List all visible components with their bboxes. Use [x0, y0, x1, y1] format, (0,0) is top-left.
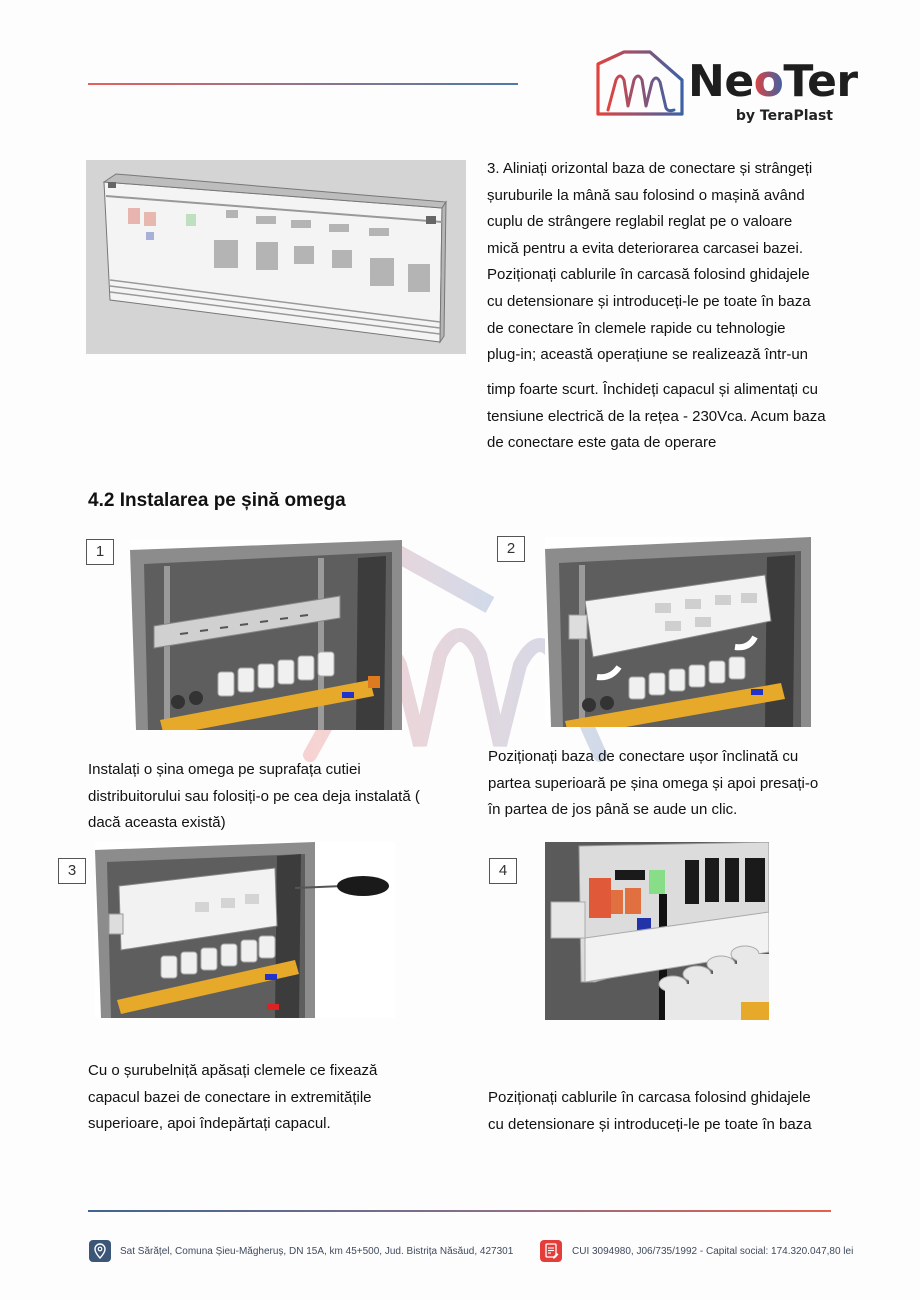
step-4-number: 4: [489, 858, 517, 884]
location-pin-icon: [89, 1240, 111, 1262]
footer-company-info: CUI 3094980, J06/735/1992 - Capital social: 174.320.047,80 lei: [572, 1246, 854, 1257]
step-4-image: [545, 842, 769, 1020]
step-3-text: Cu o șurubelniță apăsați clemele ce fixează capacul bazei de conectare in extremitățile superioare, apoi îndepărtați capacul.: [88, 1062, 378, 1133]
connection-base-image: [86, 160, 466, 354]
step-2-image: [545, 537, 811, 727]
step-1-number: 1: [86, 539, 114, 565]
section-title: 4.2 Instalarea pe șină omega: [88, 490, 346, 511]
footer-address: Sat Sărățel, Comuna Șieu-Măgheruș, DN 15A, km 45+500, Jud. Bistrița Năsăud, 427301: [120, 1246, 514, 1257]
logo-wordmark: NeoTer: [688, 56, 858, 107]
step-3-image: [95, 842, 395, 1018]
step-1-text: Instalați o șina omega pe suprafața cutiei distribuitorului sau folosiți-o pe cea deja instalată ( dacă aceasta există): [88, 761, 420, 832]
footer-divider: [88, 1210, 831, 1212]
step-3-instructions: 3. Aliniați orizontal baza de conectare și strângeți șuruburile la mână sau folosind o mașină având cuplu de strângere reglabil reglat pe o valoare mică pentru a evita deteriorarea carcasei bazei. Poziționați cablurile în carcasă folosind ghidajele cu detensionare și introduceți-le pe toate în baza de conectare în clemele rapide cu tehnologie plug-in; această operațiune se realizează într-un: [487, 160, 813, 364]
step-4-text: Poziționați cablurile în carcasa folosind ghidajele cu detensionare și introduceți-le pe toate în baza: [488, 1089, 812, 1133]
document-edit-icon: [540, 1240, 562, 1262]
step-3-number: 3: [58, 858, 86, 884]
step-2-number: 2: [497, 536, 525, 562]
step-1-image: [130, 540, 402, 730]
step-3-instructions-continued: timp foarte scurt. Închideți capacul și alimentați cu tensiune electrică de la rețea - 230Vca. Acum baza de conectare este gata de operare: [487, 381, 826, 452]
logo-tagline: by TeraPlast: [735, 108, 833, 124]
neoter-logo: [594, 48, 858, 128]
house-logo-icon: [594, 50, 686, 122]
header-divider: [88, 83, 518, 85]
step-2-text: Poziționați baza de conectare ușor înclinată cu partea superioară pe șina omega și apoi presați-o în partea de jos până se aude un clic.: [488, 748, 819, 819]
